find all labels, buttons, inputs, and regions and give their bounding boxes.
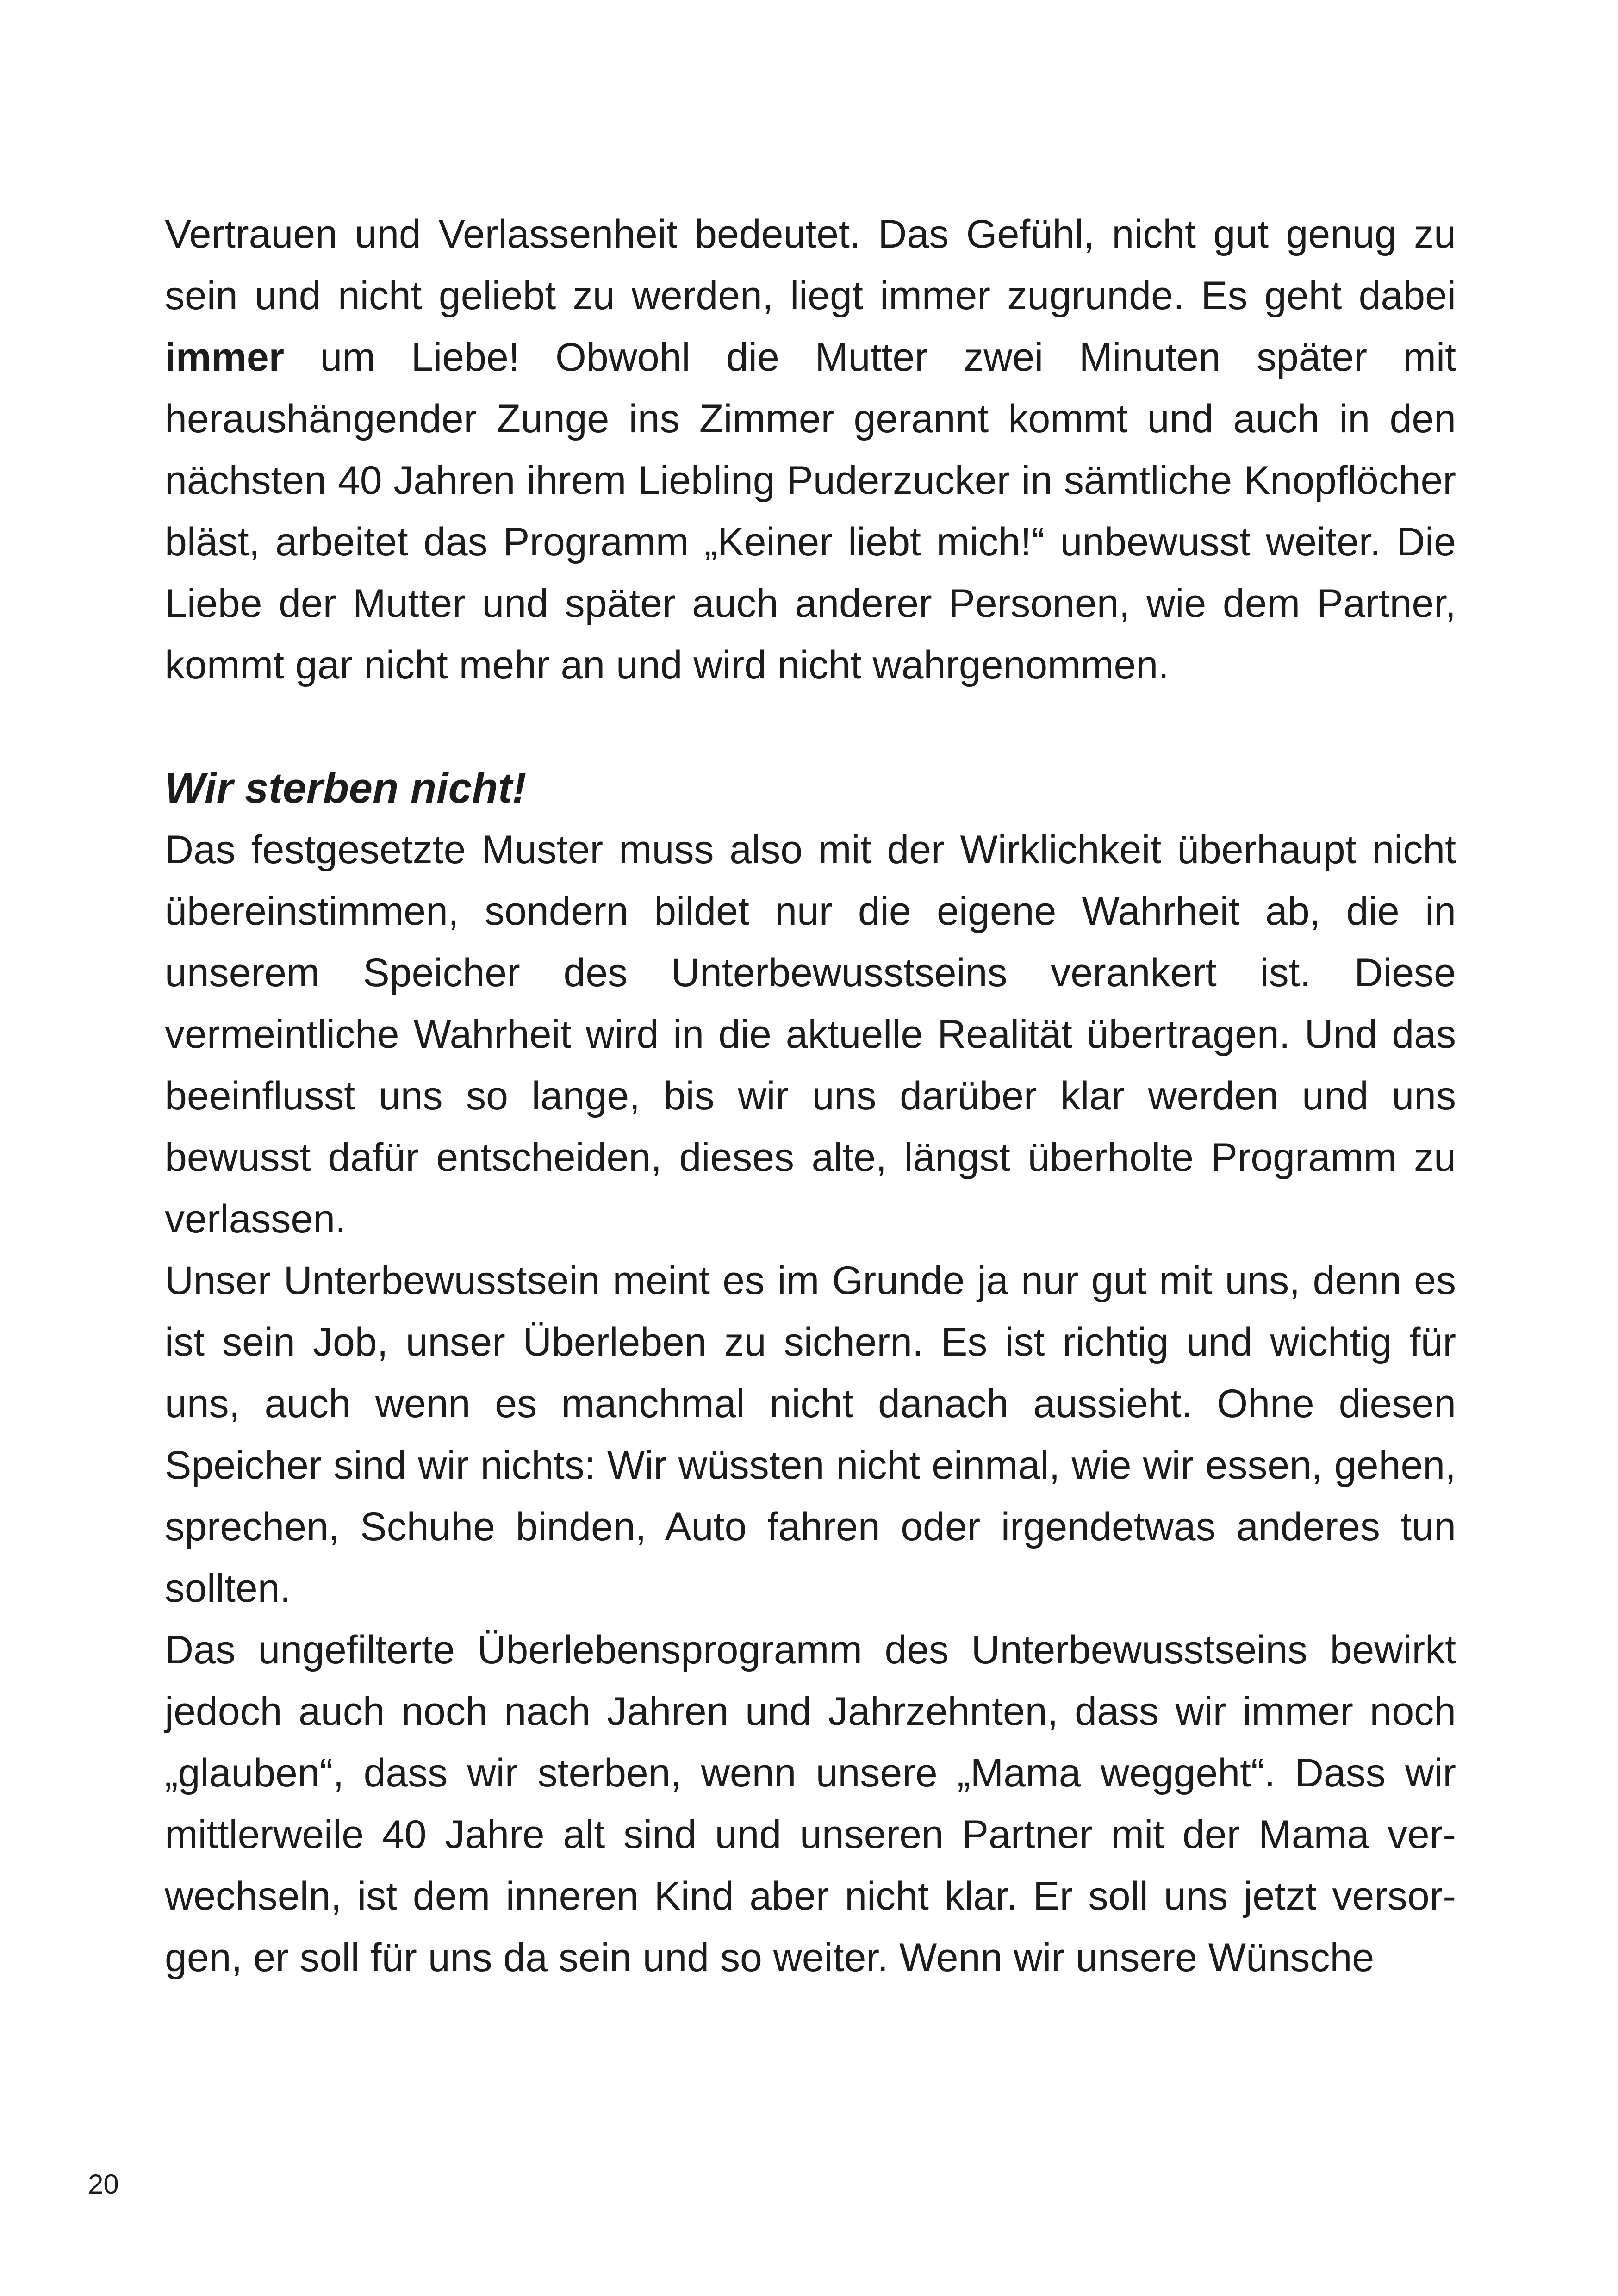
- section-heading: Wir sterben nicht!: [165, 765, 527, 812]
- paragraph: [165, 204, 1456, 696]
- paragraph-text: Vertrauen und Verlassenheit bedeutet. Das Gefühl, nicht gut genug zu sein und nicht geliebt zu werden, liegt immer zugrunde. Es geht dabei: [165, 212, 1456, 318]
- paragraph: Das ungefilterte Überlebensprogramm des Unterbewusstseins bewirkt jedoch auch noch nach Jahren und Jahrzehnten, dass wir immer noch „glauben“, dass wir sterben, wenn unsere „Mama weggeht“. Dass wir mittlerweile 40 Jahre alt sind und unseren Partner mit der Mama verwechseln, ist dem inneren Kind aber nicht klar. Er soll uns jetzt versorgen, er soll für uns da sein und so weiter. Wenn wir unsere Wünsche: [165, 1628, 1456, 1980]
- paragraph: Unser Unterbewusstsein meint es im Grunde ja nur gut mit uns, denn es ist sein Job, unser Überleben zu sichern. Es ist richtig und wichtig für uns, auch wenn es manchmal nicht danach aussieht. Ohne diesen Speicher sind wir nichts: Wir wüssten nicht einmal, wie wir essen, gehen, sprechen, Schuhe binden, Auto fahren oder irgendetwas anderes tun sollten.: [165, 1258, 1456, 1611]
- emphasized-word: immer: [165, 335, 285, 380]
- paragraph-text: um Liebe! Obwohl die Mutter zwei Minuten später mit heraushängender Zunge ins Zimmer gerannt kommt und auch in den nächsten 40 Jahren ihrem Liebling Puderzucker in sämtliche Knopflöcher bläst, arbeitet das Programm „Keiner liebt mich!“ unbewusst weiter. Die Liebe der Mutter und später auch anderer Personen, wie dem Partner, kommt gar nicht mehr an und wird nicht wahrgenommen.: [165, 335, 1456, 687]
- page-body: [165, 204, 1456, 1989]
- page-number: 20: [88, 2169, 119, 2200]
- paragraph: Das festgesetzte Muster muss also mit der Wirklichkeit überhaupt nicht übereinstimmen, sondern bildet nur die eigene Wahrheit ab, die in unserem Speicher des Unterbewusstseins verankert ist. Diese vermeintliche Wahrheit wird in die aktuelle Realität übertragen. Und das beeinflusst uns so lange, bis wir uns darüber klar werden und uns bewusst dafür entscheiden, dieses alte, längst überholte Programm zu verlassen.: [165, 828, 1456, 1241]
